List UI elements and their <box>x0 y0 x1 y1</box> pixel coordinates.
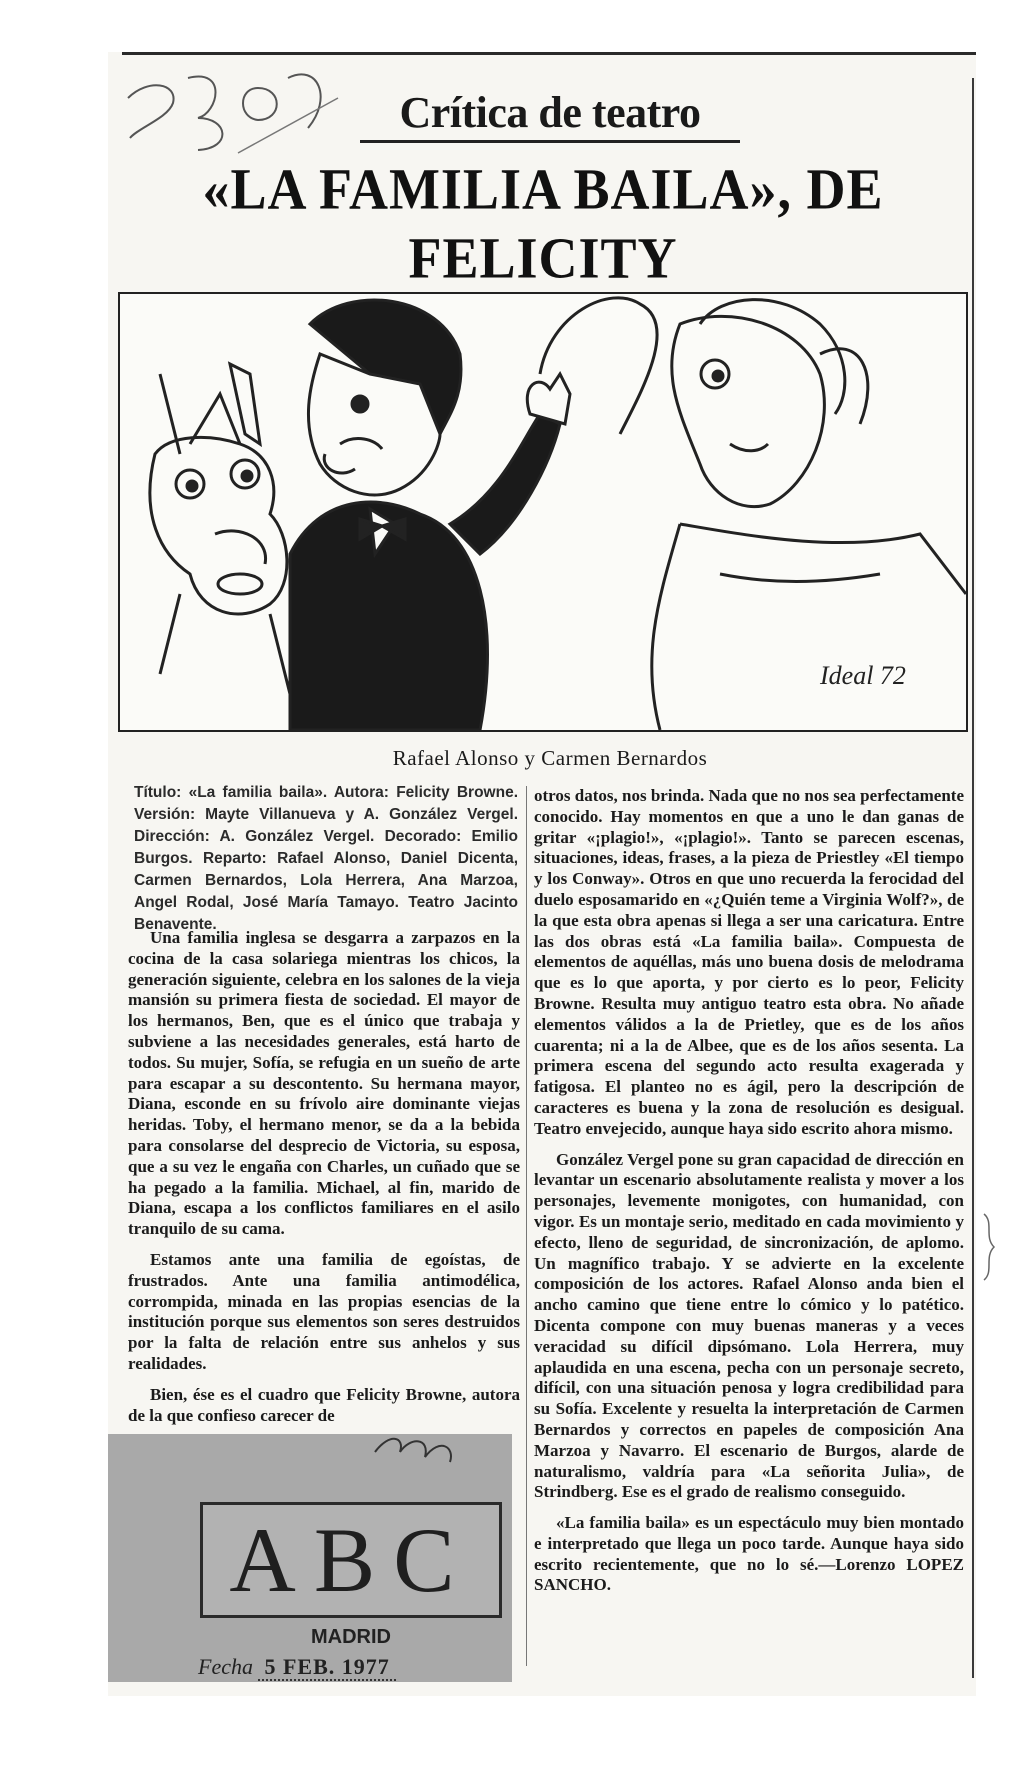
left-paragraph-3: Bien, ése es el cuadro que Felicity Browne, autora de la que confieso carecer de <box>128 1384 520 1425</box>
stamp-scribble <box>370 1432 460 1472</box>
right-paragraph-3: «La familia baila» es un espectáculo muy bien montado e interpretado que llega un poco tarde. Aunque haya sido escrito recientemente, que no lo sé.—Lorenzo LOPEZ SANCHO. <box>534 1513 964 1595</box>
stamp-scribble-text: 380 <box>460 1432 462 1433</box>
caricature-illustration <box>118 292 968 732</box>
section-title: Crítica de teatro <box>399 88 701 137</box>
column-divider <box>526 786 527 1666</box>
right-paragraph-2: González Vergel pone su gran capacidad de dirección en levantar un escenario absolutamente realista y mover a los personajes, levemente monigotes, con humanidad, con vigor. Es un montaje serio, meditado en cada movimiento y efecto, lleno de seguridad, de sincronización, de aplomo. Un magnífico trabajo. Y se advierte en la excelente composición de los actores. Rafael Alonso anda bien el ancho camino que tiene entre lo cómico y lo patético. Dicenta compone con muy buenas maneras y a veces veracidad su difícil dipsómano. Lola Herrera, muy aplaudida en una escena, pecha con un personaje secreto, difícil, con una situación penosa y logra credibilidad para su Sofía. Excelente y resuelta la interpretación de Carmen Bernardos y correctos en papeles de composición Ana Marzoa y Navarro. El escenario de Burgos, alarde de naturalismo, valdría para «La señorita Julia», de Strindberg. Ese es el grado de realismo conseguido. <box>534 1149 964 1502</box>
man-figure <box>290 300 570 730</box>
stamp-city: MADRID <box>311 1626 391 1648</box>
stamp-date <box>198 1654 518 1680</box>
margin-brace-mark <box>980 1212 1000 1282</box>
right-paragraph-1: otros datos, nos brinda. Nada que no nos sea perfectamente conocido. Hay momentos en que a uno le dan ganas de gritar «¡plagio!», «¡plagio!». Tanto se parecen escenas, situaciones, ideas, frases, a la pieza de Priestley «El tiempo y los Conway». Otros en que uno recuerda la ferocidad del duelo esposamarido en «¿Quién teme a Virginia Wolf?», de la que esta obra apenas si llega a ser una caricatura. Entre las dos obras está «La familia baila». Compuesta de elementos de aquéllas, más uno buena dosis de melodrama que es lo que aporta, y por cierto es lo peor, Felicity Browne. Resulta muy antiguo teatro esta obra. No añade elementos válidos a la de Prietley, que es de los años cuarenta; ni a la de Albee, que es de los años sesenta. La primera escena del segundo acto resulta exagerada y fatigosa. El planteo no es ágil, pero la descripción de caracteres es buena y la zona de resolución es desigual. Teatro envejecido, aunque haya sido escrito ahora mismo. <box>534 786 964 1138</box>
illustration-signature: Ideal 72 <box>820 661 906 690</box>
play-credits: Título: «La familia baila». Autora: Felicity Browne. Versión: Mayte Villanueva y A. González Vergel. Dirección: A. González Vergel. Decorado: Emilio Burgos. Reparto: Rafael Alonso, Daniel Dicenta, Carmen Bernardos, Lola Herrera, Ana Marzoa, Angel Rodal, José María Tamayo. Teatro Jacinto Benavente. <box>134 784 518 933</box>
top-rule <box>122 52 976 55</box>
horse-figure <box>150 364 290 694</box>
stamp-date-label: Fecha <box>198 1654 253 1679</box>
handwritten-number <box>118 58 348 158</box>
left-column <box>128 928 520 1436</box>
headline-line-1: «LA FAMILIA BAILA», DE FELICITY <box>202 156 884 291</box>
caricature-drawing <box>120 294 966 730</box>
left-paragraph-2: Estamos ante una familia de egoístas, de frustrados. Ante una familia antimodélica, corrompida, minada en las propias esencias de la institución porque sus elementos son seres destruidos por la falta de relación entre sus anhelos y sus realidades. <box>128 1249 520 1373</box>
stamp-date-value: 5 FEB. 1977 <box>258 1654 395 1681</box>
abc-logo-box <box>200 1502 502 1618</box>
section-title-rule <box>360 140 740 143</box>
handwritten-number-text: 380 <box>348 58 350 59</box>
right-column <box>534 786 964 1596</box>
photo-caption: Rafael Alonso y Carmen Bernardos <box>392 746 708 770</box>
left-paragraph-1: Una familia inglesa se desgarra a zarpazos en la cocina de la casa solariega mientras los chicos, la generación siguiente, celebra en los salones de la vieja mansión su primera fiesta de sociedad. El mayor de los hermanos, Ben, que es el único que trabaja y subviene a las necesidades generales, está harto de todos. Su mujer, Sofía, se refugia en un sueño de arte para escapar a su descontento. Su hermana mayor, Diana, esconde en su frívolo aire dominante viejas heridas. Toby, el hermano menor, se da a la bebida para consolarse del desprecio de Victoria, su esposa, que a su vez le engaña con Charles, un cuñado que se ha pegado a la familia. Michael, al fin, marido de Diana, escapa a los conflictos familiares en el asilo tranquilo de su cama. <box>128 928 520 1239</box>
abc-logo: ABC <box>229 1509 473 1611</box>
